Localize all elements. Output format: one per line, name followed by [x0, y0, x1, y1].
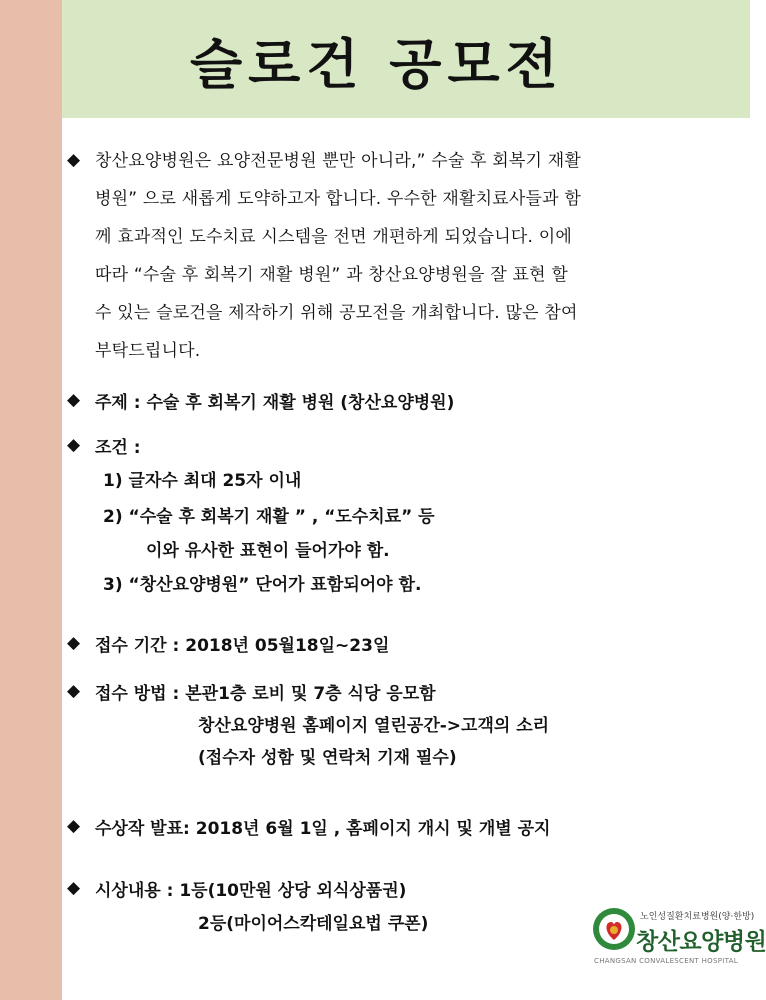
- intro-line: 께 효과적인 도수치료 시스템을 전면 개편하게 되었습니다. 이에: [95, 227, 573, 247]
- bullet-diamond-icon: ◆: [67, 435, 81, 455]
- logo-name: 창산요양병원: [636, 929, 766, 955]
- intro-line: 병원” 으로 새롭게 도약하고자 합니다. 우수한 재활치료사들과 함: [95, 189, 582, 209]
- method-line: 접수 방법 : 본관1층 로비 및 7층 식당 응모함: [95, 684, 436, 704]
- left-decorative-strip: [0, 0, 62, 1000]
- period-text: 접수 기간 : 2018년 05월18일~23일: [95, 636, 390, 656]
- intro-line: 부탁드립니다.: [95, 341, 201, 361]
- method-line: 창산요양병원 홈페이지 열린공간->고객의 소리: [198, 716, 550, 736]
- prize-line: 시상내용 : 1등(10만원 상당 외식상품권): [95, 881, 407, 901]
- hospital-logo: [586, 905, 766, 993]
- intro-paragraph: [95, 142, 715, 370]
- condition-item: 2) “수술 후 회복기 재활 ” , “도수치료” 등: [103, 507, 435, 527]
- announcement-text: 수상작 발표: 2018년 6월 1일 , 홈페이지 개시 및 개별 공지: [95, 819, 551, 839]
- condition-item: 이와 유사한 표현이 들어가야 함.: [146, 541, 390, 561]
- hospital-emblem-icon: [592, 907, 636, 951]
- logo-subtitle: 노인성질환치료병원(양·한방): [640, 912, 755, 922]
- condition-item: 1) 글자수 최대 25자 이내: [103, 471, 302, 491]
- topic-text: 주제 : 수술 후 회복기 재활 병원 (창산요양병원): [95, 393, 455, 413]
- logo-english-name: CHANGSAN CONVALESCENT HOSPITAL: [594, 957, 738, 965]
- bullet-diamond-icon: ◆: [67, 150, 81, 170]
- intro-line: 창산요양병원은 요양전문병원 뿐만 아니라,” 수술 후 회복기 재활: [95, 151, 582, 171]
- prize-line: 2등(마이어스칵테일요법 쿠폰): [198, 914, 429, 934]
- intro-line: 따라 “수술 후 회복기 재활 병원” 과 창산요양병원을 잘 표현 할: [95, 265, 568, 285]
- bullet-diamond-icon: ◆: [67, 681, 81, 701]
- conditions-heading: 조건 :: [95, 438, 141, 458]
- condition-item: 3) “창산요양병원” 단어가 표함되어야 함.: [103, 575, 422, 595]
- bullet-diamond-icon: ◆: [67, 633, 81, 653]
- bullet-diamond-icon: ◆: [67, 878, 81, 898]
- intro-line: 수 있는 슬로건을 제작하기 위해 공모전을 개최합니다. 많은 참여: [95, 303, 578, 323]
- method-line: (접수자 성함 및 연락처 기재 필수): [198, 748, 457, 768]
- bullet-diamond-icon: ◆: [67, 390, 81, 410]
- page-title: 슬로건 공모전: [190, 33, 564, 96]
- bullet-diamond-icon: ◆: [67, 816, 81, 836]
